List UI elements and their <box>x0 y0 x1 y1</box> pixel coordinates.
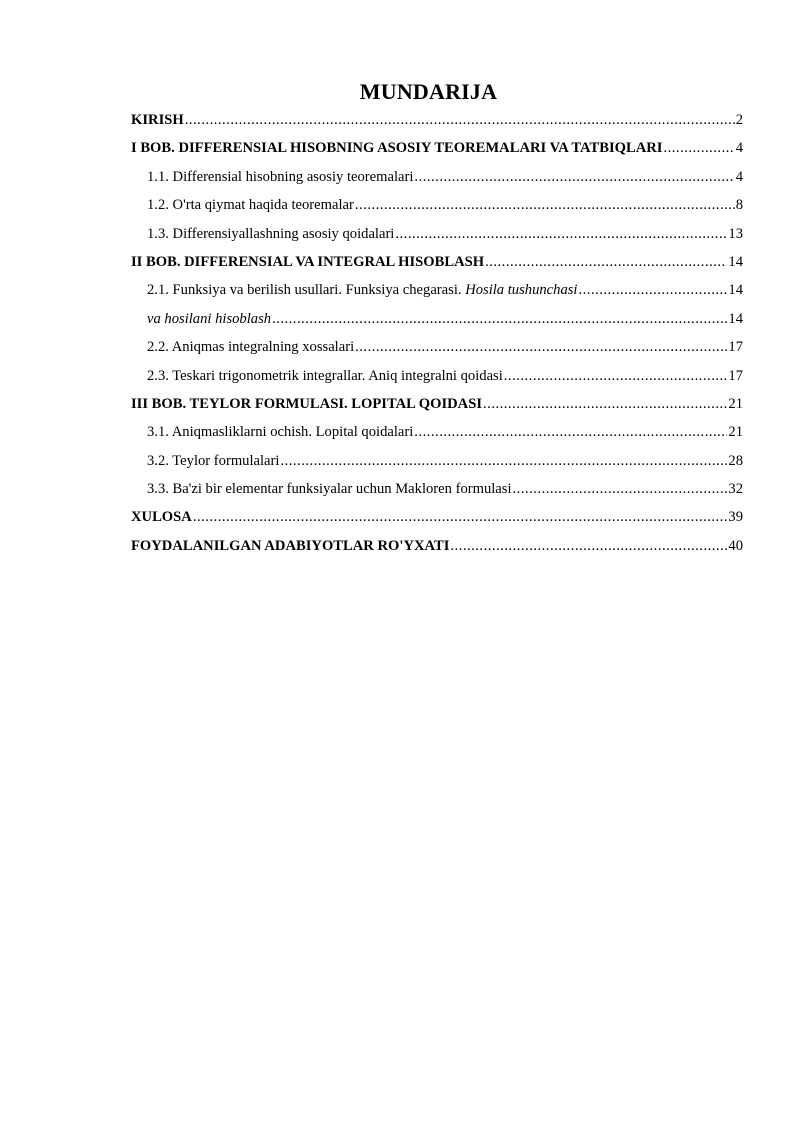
toc-page-number: 13 <box>728 225 743 242</box>
toc-entry-chapter-3[interactable] <box>131 390 743 418</box>
toc-entry-3-2[interactable] <box>131 447 743 475</box>
toc-page-number: 8 <box>735 197 743 214</box>
toc-entry-xulosa[interactable] <box>131 503 743 531</box>
toc-entry-label: I BOB. DIFFERENSIAL HISOBNING ASOSIY TEOREMALARI VA TATBIQLARI <box>131 140 663 157</box>
toc-entry-label: 3.3. Ba'zi bir elementar funksiyalar uchun Makloren formulasi <box>147 481 512 498</box>
toc-entry-label: 2.3. Teskari trigonometrik integrallar. Aniq integralni qoidasi <box>147 367 503 384</box>
toc-entry-1-3[interactable] <box>131 220 743 248</box>
table-of-contents <box>131 106 743 560</box>
toc-page-number: 21 <box>728 395 743 412</box>
toc-page-number: 39 <box>728 509 743 526</box>
toc-entry-2-2[interactable] <box>131 333 743 361</box>
toc-page-number: 4 <box>735 140 743 157</box>
toc-entry-label: 1.2. O'rta qiymat haqida teoremalar <box>147 197 354 214</box>
toc-entry-1-2[interactable] <box>131 191 743 219</box>
toc-dot-leader <box>485 248 727 276</box>
toc-entry-label: 3.2. Teylor formulalari <box>147 452 280 469</box>
toc-entry-label: 2.2. Aniqmas integralning xossalari <box>147 339 355 356</box>
toc-entry-kirish[interactable] <box>131 106 743 134</box>
toc-entry-label: III BOB. TEYLOR FORMULASI. LOPITAL QOIDASI <box>131 395 483 412</box>
toc-entry-3-3[interactable] <box>131 475 743 503</box>
toc-dot-leader <box>513 475 728 503</box>
toc-page-number: 28 <box>728 452 743 469</box>
toc-page-number: 14 <box>728 310 743 327</box>
toc-entry-label: XULOSA <box>131 509 192 526</box>
toc-entry-label: II BOB. DIFFERENSIAL VA INTEGRAL HISOBLASH <box>131 253 485 270</box>
toc-entry-chapter-1[interactable] <box>131 134 743 162</box>
toc-dot-leader <box>272 305 727 333</box>
toc-entry-2-1[interactable] <box>131 276 743 304</box>
toc-entry-3-1[interactable] <box>131 418 743 446</box>
toc-entry-label: 1.3. Differensiyallashning asosiy qoidalari <box>147 225 395 242</box>
toc-dot-leader <box>483 390 727 418</box>
toc-dot-leader <box>355 333 727 361</box>
toc-entry-chapter-2[interactable] <box>131 248 743 276</box>
toc-entry-label: KIRISH <box>131 112 184 128</box>
toc-page-number: 21 <box>728 424 743 441</box>
toc-dot-leader <box>414 163 734 191</box>
toc-entry-label: 1.1. Differensial hisobning asosiy teoremalari <box>147 168 414 185</box>
toc-entry-2-3[interactable] <box>131 362 743 390</box>
toc-dot-leader <box>185 106 735 134</box>
toc-entry-label: FOYDALANILGAN ADABIYOTLAR RO'YXATI <box>131 537 450 554</box>
toc-dot-leader <box>578 276 727 304</box>
toc-page-number: 17 <box>728 367 743 384</box>
toc-page-number: 14 <box>728 282 743 299</box>
toc-dot-leader <box>355 191 735 219</box>
toc-entry-label <box>147 305 271 333</box>
toc-page-number: 2 <box>735 112 743 128</box>
toc-entry-italic-part: va hosilani hisoblash <box>147 310 272 327</box>
toc-page-number: 4 <box>735 168 743 185</box>
page-title: MUNDARIJA <box>359 79 498 104</box>
toc-entry-italic-part: Hosila tushunchasi <box>465 282 578 299</box>
toc-dot-leader <box>450 532 727 560</box>
toc-entry-1-1[interactable] <box>131 163 743 191</box>
toc-dot-leader <box>504 362 728 390</box>
toc-entry-2-1-continued[interactable] <box>131 305 743 333</box>
toc-entry-label: 2.1. Funksiya va berilish usullari. Funksiya chegarasi. Hosila tushunchasi <box>147 282 578 299</box>
toc-page-number: 40 <box>728 537 743 554</box>
toc-page-number: 14 <box>728 253 743 270</box>
toc-page-number: 32 <box>728 481 743 498</box>
toc-dot-leader <box>193 503 728 531</box>
toc-dot-leader <box>395 220 727 248</box>
toc-page-number: 17 <box>728 339 743 356</box>
toc-dot-leader <box>414 418 727 446</box>
toc-entry-references[interactable] <box>131 532 743 560</box>
toc-dot-leader <box>280 447 727 475</box>
toc-entry-label: 3.1. Aniqmasliklarni ochish. Lopital qoidalari <box>147 424 414 441</box>
toc-dot-leader <box>663 134 734 162</box>
